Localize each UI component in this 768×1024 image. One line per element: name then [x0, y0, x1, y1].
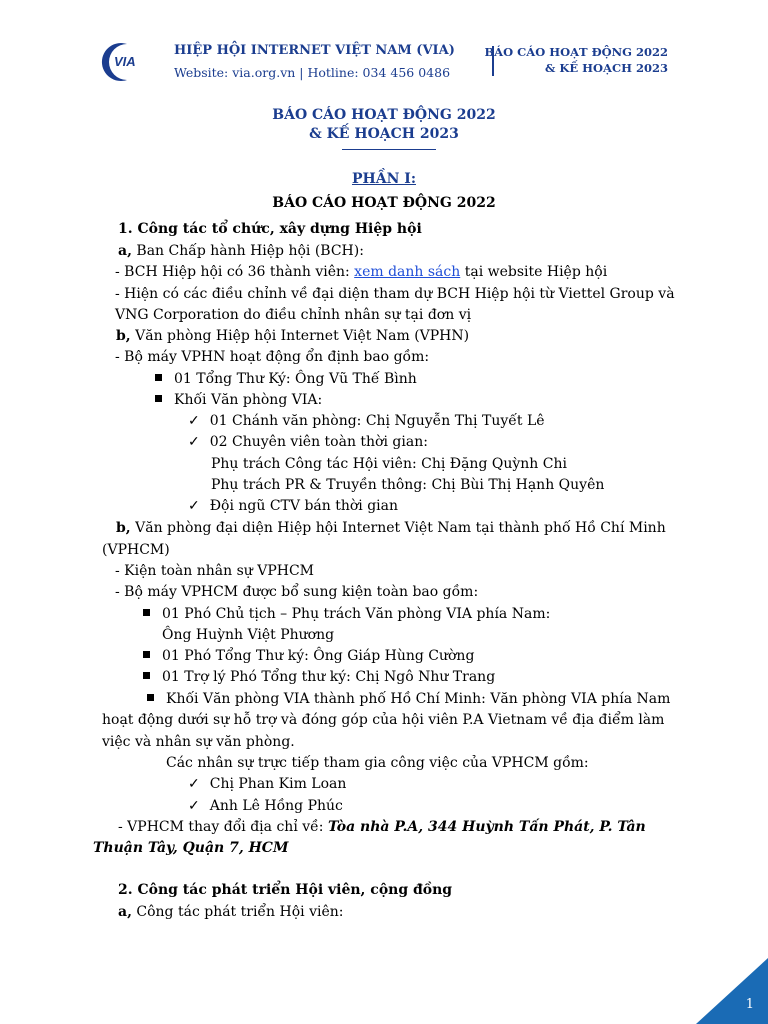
paragraph-line: Thuận Tây, Quận 7, HCM: [93, 840, 289, 856]
section-1-heading: 1. Công tác tổ chức, xây dựng Hiệp hội: [118, 221, 422, 237]
paragraph-line: (VPHCM): [102, 542, 170, 558]
subsection-a: a, Ban Chấp hành Hiệp hội (BCH):: [118, 243, 364, 259]
via-logo-icon: [97, 41, 157, 83]
page-number: 1: [745, 997, 754, 1012]
checkmark-icon: ✓: [188, 498, 200, 514]
paragraph-line: - BCH Hiệp hội có 36 thành viên: xem danh sách tại website Hiệp hội: [115, 264, 608, 280]
paragraph-line: Phụ trách Công tác Hội viên: Chị Đặng Quỳnh Chi: [211, 456, 567, 472]
list-item: ✓ 01 Chánh văn phòng: Chị Nguyễn Thị Tuyết Lê: [188, 413, 545, 429]
org-name: HIỆP HỘI INTERNET VIỆT NAM (VIA): [174, 43, 455, 58]
page-header: [0, 0, 768, 100]
paragraph-line: hoạt động dưới sự hỗ trợ và đóng góp của hội viên P.A Vietnam về địa điểm làm: [102, 712, 665, 728]
square-bullet-icon: [155, 374, 162, 381]
paragraph-line: Ông Huỳnh Việt Phương: [162, 627, 335, 643]
paragraph-line: - Kiện toàn nhân sự VPHCM: [115, 563, 315, 579]
list-item: ✓ Đội ngũ CTV bán thời gian: [188, 498, 399, 514]
list-item: Khối Văn phòng VIA thành phố Hồ Chí Minh: Văn phòng VIA phía Nam: [147, 689, 670, 709]
paragraph-line: Phụ trách PR & Truyền thông: Chị Bùi Thị Hạnh Quyên: [211, 477, 605, 493]
document-title: BÁO CÁO HOẠT ĐỘNG 2022 & KẾ HOẠCH 2023: [272, 107, 496, 142]
list-item: 01 Trợ lý Phó Tổng thư ký: Chị Ngô Như Trang: [143, 667, 495, 687]
subsection-b2: b, Văn phòng đại diện Hiệp hội Internet Việt Nam tại thành phố Hồ Chí Minh: [116, 520, 666, 536]
member-list-link[interactable]: xem danh sách: [354, 264, 461, 280]
paragraph-line: VNG Corporation do điều chỉnh nhân sự tại đơn vị: [115, 307, 472, 323]
list-item: 01 Tổng Thư Ký: Ông Vũ Thế Bình: [155, 369, 417, 389]
header-report-title: BÁO CÁO HOẠT ĐỘNG 2022 & KẾ HOẠCH 2023: [484, 45, 668, 75]
list-item: ✓ 02 Chuyên viên toàn thời gian:: [188, 434, 428, 450]
part-label: PHẦN I:: [351, 171, 416, 187]
checkmark-icon: ✓: [188, 434, 200, 450]
list-item: Khối Văn phòng VIA:: [155, 390, 322, 410]
title-underline: [342, 149, 436, 150]
square-bullet-icon: [143, 651, 150, 658]
paragraph-line: việc và nhân sự văn phòng.: [102, 734, 295, 750]
svg-text:VIA: VIA: [114, 54, 136, 69]
paragraph-line: - Bộ máy VPHCM được bổ sung kiện toàn bao gồm:: [115, 584, 479, 600]
square-bullet-icon: [143, 609, 150, 616]
subsection-b: b, Văn phòng Hiệp hội Internet Việt Nam (VPHN): [116, 328, 470, 344]
paragraph-line: - VPHCM thay đổi địa chỉ về: Tòa nhà P.A, 344 Huỳnh Tấn Phát, P. Tân: [118, 819, 646, 835]
list-item: 01 Phó Chủ tịch – Phụ trách Văn phòng VIA phía Nam:: [143, 604, 550, 624]
page-corner-decoration: [696, 958, 768, 1024]
square-bullet-icon: [155, 395, 162, 402]
section-2-heading: 2. Công tác phát triển Hội viên, cộng đồng: [118, 882, 453, 898]
list-item: ✓ Chị Phan Kim Loan: [188, 776, 347, 792]
checkmark-icon: ✓: [188, 798, 200, 814]
subsection-a: a, Công tác phát triển Hội viên:: [118, 904, 344, 920]
checkmark-icon: ✓: [188, 776, 200, 792]
paragraph-line: - Bộ máy VPHN hoạt động ổn định bao gồm:: [115, 349, 430, 365]
paragraph-line: Các nhân sự trực tiếp tham gia công việc của VPHCM gồm:: [166, 755, 589, 771]
square-bullet-icon: [147, 694, 154, 701]
square-bullet-icon: [143, 672, 150, 679]
checkmark-icon: ✓: [188, 413, 200, 429]
list-item: 01 Phó Tổng Thư ký: Ông Giáp Hùng Cường: [143, 646, 474, 666]
list-item: ✓ Anh Lê Hồng Phúc: [188, 798, 343, 814]
org-contact: Website: via.org.vn | Hotline: 034 456 0486: [174, 65, 451, 80]
part-title: BÁO CÁO HOẠT ĐỘNG 2022: [272, 195, 496, 211]
paragraph-line: - Hiện có các điều chỉnh về đại diện tham dự BCH Hiệp hội từ Viettel Group và: [115, 286, 675, 302]
